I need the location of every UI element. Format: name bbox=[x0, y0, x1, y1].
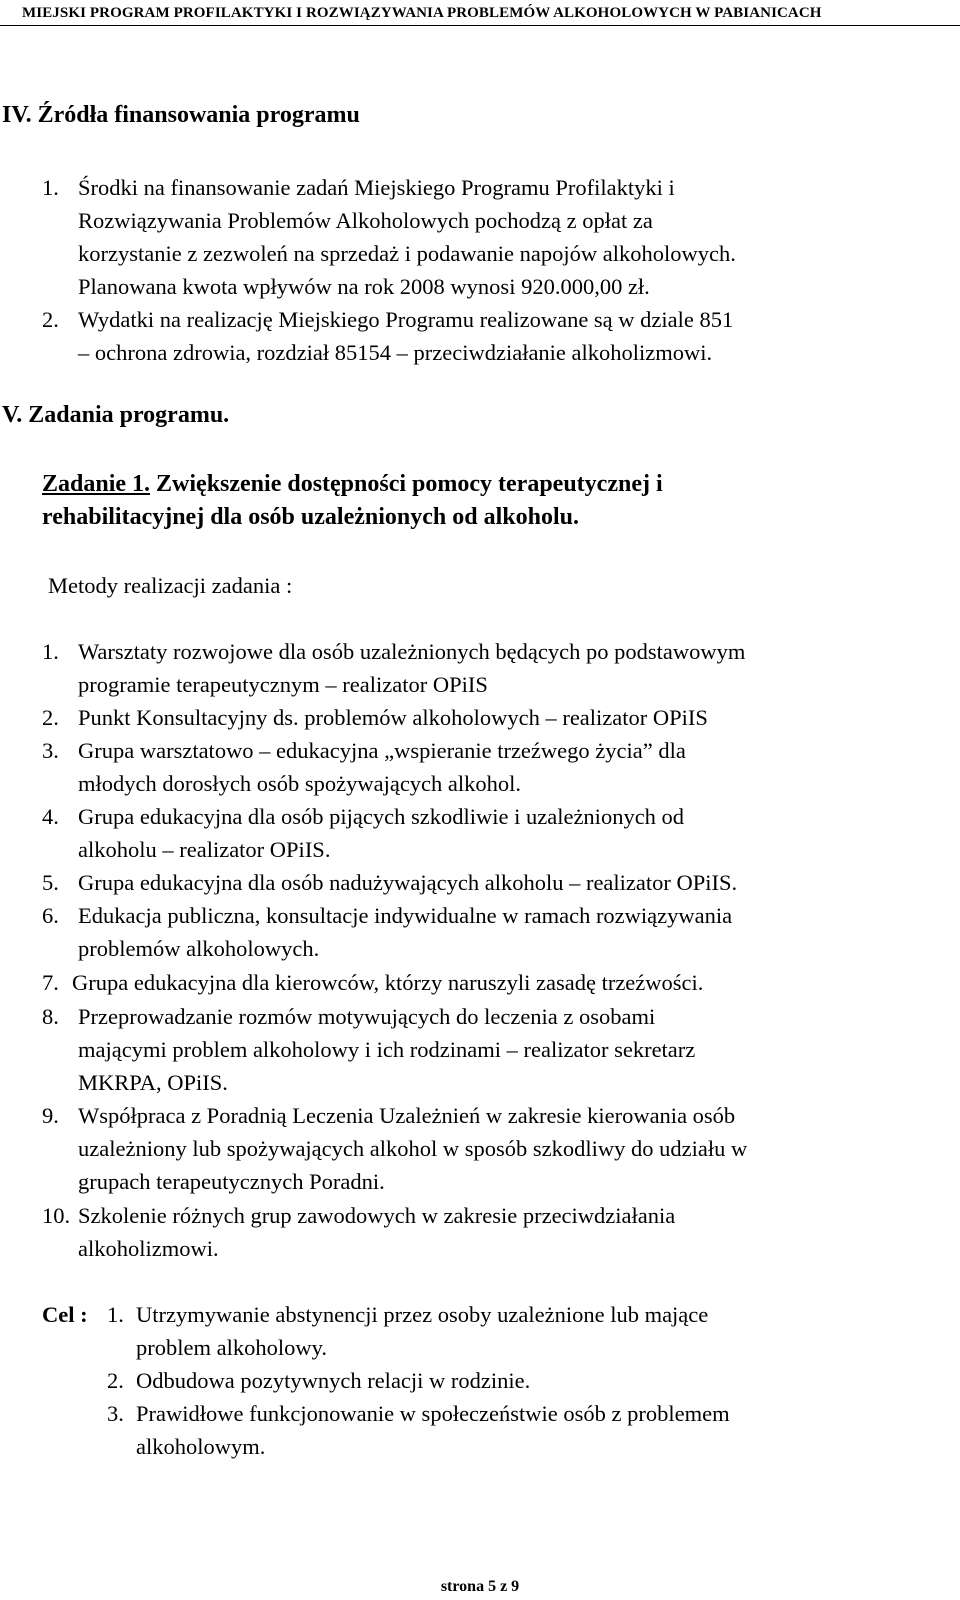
task-title-line2: rehabilitacyjnej dla osób uzależnionych od alkoholu. bbox=[42, 504, 579, 530]
method-text: alkoholu – realizator OPiIS. bbox=[78, 837, 331, 862]
method-number: 7. bbox=[42, 970, 59, 995]
list-item-text: Środki na finansowanie zadań Miejskiego Programu Profilaktyki i bbox=[78, 175, 675, 200]
list-item-number: 2. bbox=[42, 307, 59, 332]
list-item-text: – ochrona zdrowia, rozdział 85154 – przeciwdziałanie alkoholizmowi. bbox=[78, 340, 713, 365]
task-title bbox=[42, 471, 663, 498]
method-number: 2. bbox=[42, 705, 59, 730]
goal-text: Odbudowa pozytywnych relacji w rodzinie. bbox=[136, 1368, 531, 1393]
method-text: młodych dorosłych osób spożywających alkohol. bbox=[78, 771, 522, 796]
document-header: MIEJSKI PROGRAM PROFILAKTYKI I ROZWIĄZYWANIA PROBLEMÓW ALKOHOLOWYCH W PABIANICACH bbox=[0, 0, 960, 26]
task-title-rest: Zwiększenie dostępności pomocy terapeutycznej i bbox=[150, 471, 663, 497]
method-text: Współpraca z Poradnią Leczenia Uzależnień w zakresie kierowania osób bbox=[78, 1103, 736, 1128]
method-text: problemów alkoholowych. bbox=[78, 936, 320, 961]
method-number: 5. bbox=[42, 870, 59, 895]
goal-text: alkoholowym. bbox=[136, 1434, 266, 1459]
methods-label: Metody realizacji zadania : bbox=[48, 573, 293, 598]
method-text: Szkolenie różnych grup zawodowych w zakresie przeciwdziałania bbox=[78, 1203, 676, 1228]
method-text: Grupa edukacyjna dla osób nadużywających alkoholu – realizator OPiIS. bbox=[78, 870, 738, 895]
method-text: alkoholizmowi. bbox=[78, 1236, 219, 1261]
list-item-number: 1. bbox=[42, 175, 59, 200]
list-item-text: Planowana kwota wpływów na rok 2008 wynosi 920.000,00 zł. bbox=[78, 274, 650, 299]
page-number: strona 5 z 9 bbox=[440, 1578, 520, 1595]
method-text: Warsztaty rozwojowe dla osób uzależnionych będących po podstawowym bbox=[78, 639, 746, 664]
method-text: MKRPA, OPiIS. bbox=[78, 1070, 228, 1095]
method-number: 6. bbox=[42, 903, 59, 928]
section-v-title: V. Zadania programu. bbox=[2, 402, 230, 428]
list-item-text: Wydatki na realizację Miejskiego Programu realizowane są w dziale 851 bbox=[78, 307, 734, 332]
list-item-text: Rozwiązywania Problemów Alkoholowych pochodzą z opłat za bbox=[78, 208, 653, 233]
method-number: 1. bbox=[42, 639, 59, 664]
section-iv-title: IV. Źródła finansowania programu bbox=[2, 102, 360, 128]
goal-number: 3. bbox=[107, 1401, 124, 1426]
method-text: Grupa warsztatowo – edukacyjna „wspieranie trzeźwego życia” dla bbox=[78, 738, 686, 763]
method-text: grupach terapeutycznych Poradni. bbox=[78, 1169, 385, 1194]
method-text: uzależniony lub spożywających alkohol w sposób szkodliwy do udziału w bbox=[78, 1136, 748, 1161]
task-label: Zadanie 1. bbox=[42, 471, 151, 497]
method-number: 9. bbox=[42, 1103, 59, 1128]
method-number: 8. bbox=[42, 1004, 59, 1029]
goal-label: Cel : bbox=[42, 1302, 88, 1327]
method-text: mającymi problem alkoholowy i ich rodzinami – realizator sekretarz bbox=[78, 1037, 696, 1062]
method-text: Przeprowadzanie rozmów motywujących do leczenia z osobami bbox=[78, 1004, 656, 1029]
goal-text: problem alkoholowy. bbox=[136, 1335, 328, 1360]
goal-number: 1. bbox=[107, 1302, 124, 1327]
method-text: programie terapeutycznym – realizator OPiIS bbox=[78, 672, 488, 697]
method-number: 3. bbox=[42, 738, 59, 763]
method-number: 10. bbox=[42, 1203, 71, 1228]
method-text: Grupa edukacyjna dla osób pijących szkodliwie i uzależnionych od bbox=[78, 804, 685, 829]
method-text: Punkt Konsultacyjny ds. problemów alkoholowych – realizator OPiIS bbox=[78, 705, 708, 730]
goal-number: 2. bbox=[107, 1368, 124, 1393]
goal-text: Utrzymywanie abstynencji przez osoby uzależnione lub mające bbox=[136, 1302, 709, 1327]
method-text: Edukacja publiczna, konsultacje indywidualne w ramach rozwiązywania bbox=[78, 903, 733, 928]
goal-text: Prawidłowe funkcjonowanie w społeczeństwie osób z problemem bbox=[136, 1401, 730, 1426]
method-text: Grupa edukacyjna dla kierowców, którzy naruszyli zasadę trzeźwości. bbox=[72, 970, 704, 995]
method-number: 4. bbox=[42, 804, 59, 829]
list-item-text: korzystanie z zezwoleń na sprzedaż i podawanie napojów alkoholowych. bbox=[78, 241, 736, 266]
